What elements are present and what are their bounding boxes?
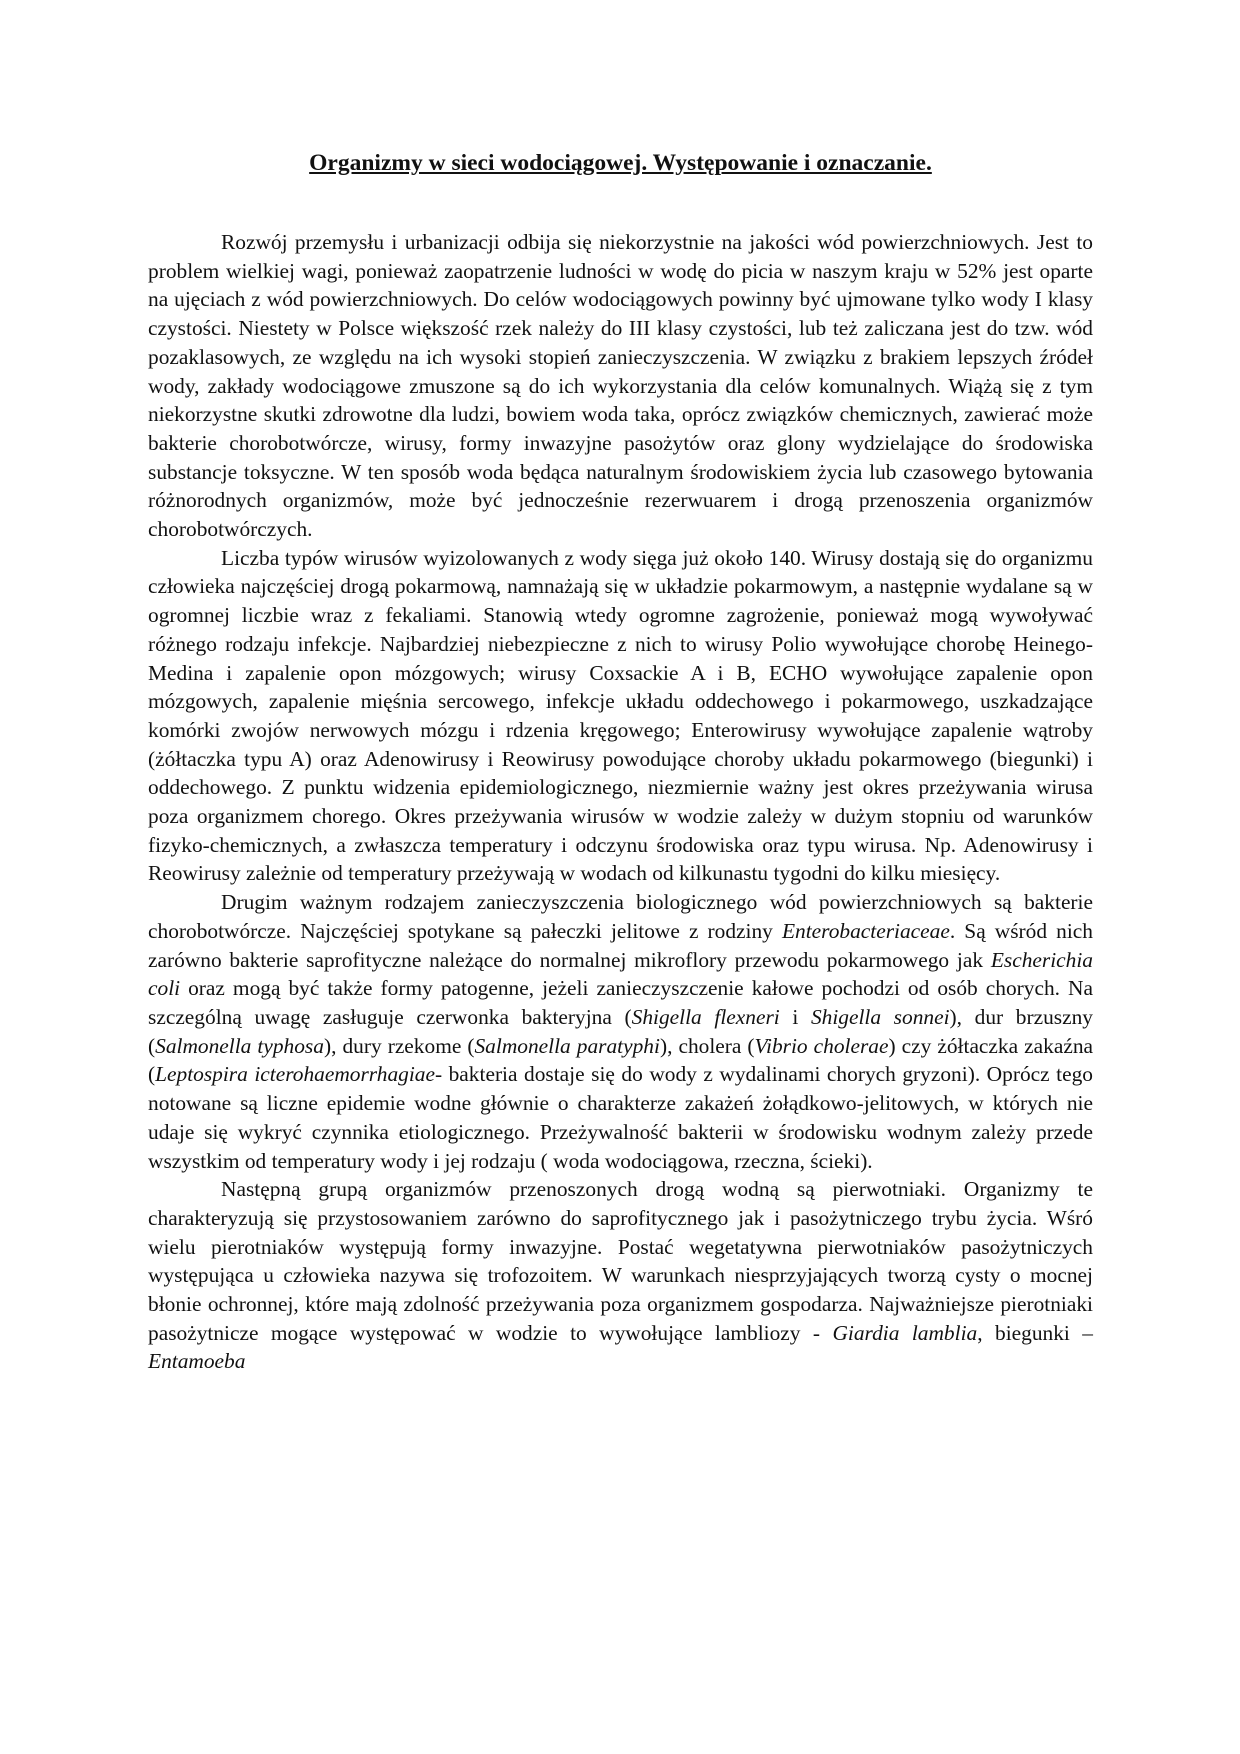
text-run: ) czy żółtaczka zakaźna ( [148, 1033, 1094, 1087]
italic-term: Shigella sonnei [810, 1004, 950, 1029]
paragraph [148, 228, 1093, 544]
text-run: i [779, 1004, 811, 1029]
document-page [148, 146, 1093, 1376]
text-run: , biegunki – [977, 1320, 1093, 1345]
text-run: Rozwój przemysłu i urbanizacji odbija się niekorzystnie na jakości wód powierzchniowych. Jest to problem wielkiej wagi, ponieważ zaopatrzenie ludności w wodę do picia w naszym kraju w 52% jest oparte na ujęciach z wód powierzchniowych. Do celów wodociągowych powinny być ujmowane tylko wody I klasy czystości. Niestety w Polsce większość rzek należy do III klasy czystości, lub też zaliczana jest do tzw. wód pozaklasowych, ze względu na ich wysoki stopień zanieczyszczenia. W związku z brakiem lepszych źródeł wody, zakłady wodociągowe zmuszone są do ich wykorzystania dla celów komunalnych. Wiążą się z tym niekorzystne skutki zdrowotne dla ludzi, bowiem woda taka, oprócz związków chemicznych, zawierać może bakterie chorobotwórcze, wirusy, formy inwazyjne pasożytów oraz glony wydzielające do środowiska substancje toksyczne. W ten sposób woda będąca naturalnym środowiskiem życia lub czasowego bytowania różnorodnych organizmów, może być jednocześnie rezerwuarem i drogą przenoszenia organizmów chorobotwórczych. [148, 230, 1093, 542]
text-run: - bakteria dostaje się do wody z wydalinami chorych gryzoni). Oprócz tego notowane są liczne epidemie wodne głównie o charakterze zakażeń żołądkowo-jelitowych, w których nie udaje się wykryć czynnika etiologicznego. Przeżywalność bakterii w środowisku wodnym zależy przede wszystkim od temperatury wody i jej rodzaju ( woda wodociągowa, rzeczna, ścieki). [148, 1062, 1093, 1173]
text-run: ), dury rzekome ( [323, 1033, 475, 1058]
document-title: Organizmy w sieci wodociągowej. Występowanie i oznaczanie. [309, 150, 932, 176]
text-run: ), dur brzuszny ( [148, 1004, 1093, 1058]
italic-term: Leptospira icterohaemorrhagiae [155, 1062, 435, 1087]
text-run: . Są wśród nich zarówno bakterie saprofityczne należące do normalnej mikroflory przewodu pokarmowego jak [148, 918, 1093, 972]
text-run: ), cholera ( [659, 1033, 755, 1058]
text-run: Liczba typów wirusów wyizolowanych z wody sięga już około 140. Wirusy dostają się do organizmu człowieka najczęściej drogą pokarmową, namnażają się w układzie pokarmowym, a następnie wydalane są w ogromnej liczbie wraz z fekaliami. Stanowią wtedy ogromne zagrożenie, ponieważ mogą wywoływać różnego rodzaju infekcje. Najbardziej niebezpieczne z nich to wirusy Polio wywołujące chorobę Heinego-Medina i zapalenie opon mózgowych; wirusy Coxsackie A i B, ECHO wywołujące zapalenie opon mózgowych, zapalenie mięśnia sercowego, infekcje układu oddechowego i pokarmowego, uszkadzające komórki zwojów nerwowych mózgu i rdzenia kręgowego; Enterowirusy wywołujące zapalenie wątroby (żółtaczka typu A) oraz Adenowirusy i Reowirusy powodujące choroby układu pokarmowego (biegunki) i oddechowego. Z punktu widzenia epidemiologicznego, niezmiernie ważny jest okres przeżywania wirusa poza organizmem chorego. Okres przeżywania wirusów w wodzie zależy w dużym stopniu od warunków fizyko-chemicznych, a zwłaszcza temperatury i odczynu środowiska oraz typu wirusa. Np. Adenowirusy i Reowirusy zależnie od temperatury przeżywają w wodach od kilkunastu tygodni do kilku miesięcy. [148, 545, 1093, 886]
italic-term: Vibrio cholerae [754, 1033, 889, 1058]
italic-term: Enterobacteriaceae [781, 918, 950, 943]
document-body [148, 228, 1093, 1376]
italic-term: Salmonella paratyphi [474, 1033, 660, 1058]
text-run: oraz mogą być także formy patogenne, jeżeli zanieczyszczenie kałowe pochodzi od osób chorych. Na szczególną uwagę zasługuje czerwonka bakteryjna ( [148, 976, 1093, 1029]
paragraph [148, 888, 1093, 1175]
italic-term: Shigella flexneri [631, 1004, 780, 1029]
text-run: Następną grupą organizmów przenoszonych drogą wodną są pierwotniaki. Organizmy te charakteryzują się przystosowaniem zarówno do saprofitycznego jak i pasożytniczego trybu życia. Wśró wielu pierotniaków występują formy inwazyjne. Postać wegetatywna pierwotniaków pasożytniczych występująca u człowieka nazywa się trofozoitem. W warunkach niesprzyjających tworzą cysty o mocnej błonie ochronnej, które mają zdolność przeżywania poza organizmem gospodarza. Najważniejsze pierotniaki pasożytnicze mogące występować w wodzie to wywołujące lambliozy - [148, 1177, 1093, 1345]
paragraph [148, 1175, 1093, 1376]
text-run: Drugim ważnym rodzajem zanieczyszczenia biologicznego wód powierzchniowych są bakterie chorobotwórcze. Najczęściej spotykane są pałeczki jelitowe z rodziny [148, 890, 1093, 943]
paragraph [148, 544, 1093, 888]
italic-term: Entamoeba [148, 1349, 246, 1374]
italic-term: Salmonella typhosa [155, 1033, 324, 1058]
italic-term: Giardia lamblia [832, 1320, 978, 1345]
italic-term: Escherichia coli [148, 947, 1093, 1001]
